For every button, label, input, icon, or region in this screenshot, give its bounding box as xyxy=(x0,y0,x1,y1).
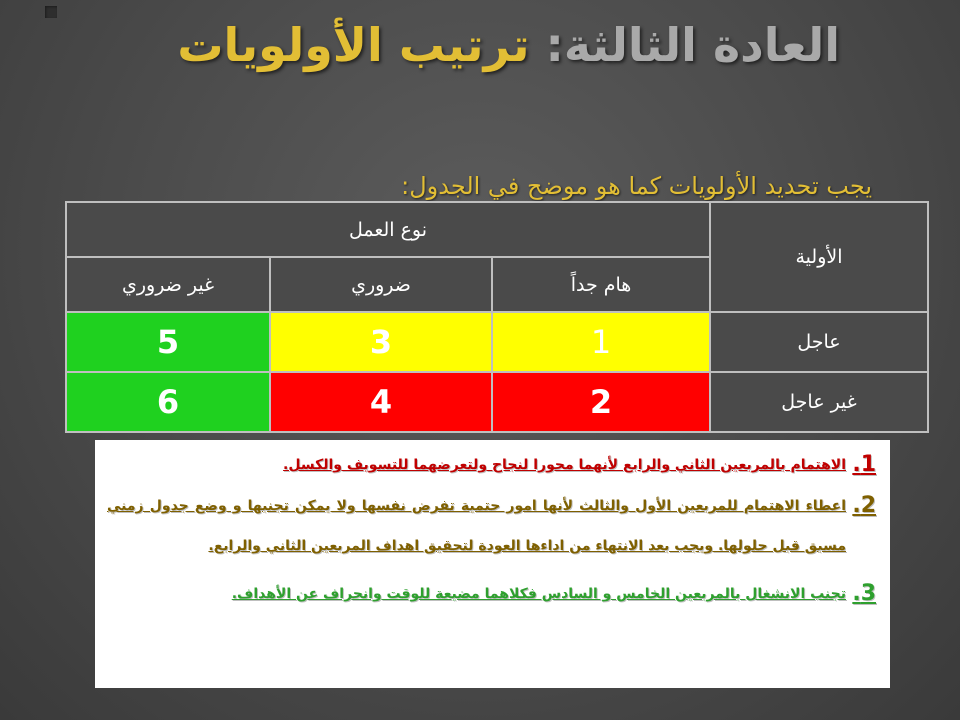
note-number: 1. xyxy=(852,452,876,477)
cell-urgent-necessary: 3 xyxy=(270,312,492,372)
note-text: الاهتمام بالمربعين الثاني والرابع لأنهما محورا لنجاح ولتعرضهما للتسويف والكسل. xyxy=(283,457,846,473)
priority-table xyxy=(65,201,929,433)
note-text: تجنب الانشغال بالمربعين الخامس و السادس فكلاهما مضيعة للوقت وانحراف عن الأهداف. xyxy=(231,586,846,602)
cell-not-urgent-very-important: 2 xyxy=(492,372,710,432)
cell-not-urgent-necessary: 4 xyxy=(270,372,492,432)
column-header-very-important: هام جداً xyxy=(492,257,710,312)
slide-subtitle: يجب تحديد الأولويات كما هو موضح في الجدول: xyxy=(401,172,872,200)
note-item xyxy=(107,486,876,566)
cell-urgent-not-necessary: 5 xyxy=(66,312,270,372)
note-text: اعطاء الاهتمام للمربعين الأول والثالث لأنها امور حتمية تفرض نفسها ولا يمكن تجنبها و وضع جدول زمني مسبق قبل حلولها. ويجب بعد الانتهاء من اداءها العودة لتحقيق اهداف المربعين الثاني والرابع. xyxy=(107,498,846,554)
note-item xyxy=(107,582,876,606)
cell-not-urgent-not-necessary: 6 xyxy=(66,372,270,432)
notes-box xyxy=(95,440,890,688)
decorative-square xyxy=(45,6,57,18)
column-header-not-necessary: غير ضروري xyxy=(66,257,270,312)
work-type-header-cell: نوع العمل xyxy=(66,202,710,257)
row-label-urgent: عاجل xyxy=(710,312,928,372)
priority-header-cell: الأولية xyxy=(710,202,928,312)
note-number: 3. xyxy=(852,581,876,606)
column-header-necessary: ضروري xyxy=(270,257,492,312)
row-label-not-urgent: غير عاجل xyxy=(710,372,928,432)
cell-urgent-very-important: 1 xyxy=(492,312,710,372)
title-part2: ترتيب الأولويات xyxy=(177,18,530,72)
note-number: 2. xyxy=(852,493,876,518)
title-part1: العادة الثالثة: xyxy=(545,18,840,72)
note-item xyxy=(107,446,876,484)
slide-title xyxy=(80,12,840,78)
